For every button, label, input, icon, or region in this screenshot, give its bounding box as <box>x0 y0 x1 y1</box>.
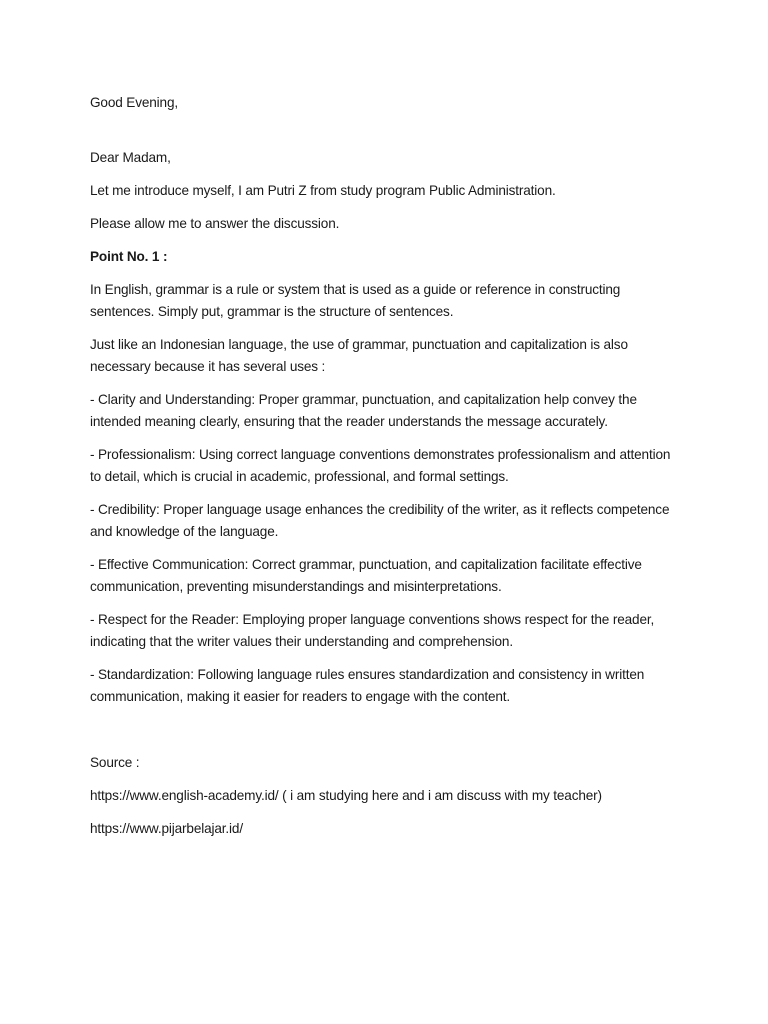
grammar-uses-intro-paragraph: Just like an Indonesian language, the use of grammar, punctuation and capitalization is also necessary because it has several uses : <box>90 337 628 374</box>
point-heading: Point No. 1 : <box>90 249 168 264</box>
source-item-english-academy: https://www.english-academy.id/ ( i am studying here and i am discuss with my teacher) <box>90 788 602 803</box>
source-label: Source : <box>90 755 140 770</box>
grammar-definition-paragraph: In English, grammar is a rule or system that is used as a guide or reference in constructing sentences. Simply put, grammar is the structure of sentences. <box>90 282 621 319</box>
use-item-professionalism: - Professionalism: Using correct language conventions demonstrates professionalism and attention to detail, which is crucial in academic, professional, and formal settings. <box>90 447 671 484</box>
intro-paragraph: Let me introduce myself, I am Putri Z from study program Public Administration. <box>90 183 556 198</box>
letter-body <box>90 92 680 851</box>
use-item-standardization: - Standardization: Following language rules ensures standardization and consistency in written communication, making it easier for readers to engage with the content. <box>90 667 645 704</box>
greeting: Good Evening, <box>90 95 178 110</box>
source-item-pijarbelajar: https://www.pijarbelajar.id/ <box>90 821 243 836</box>
use-item-credibility: - Credibility: Proper language usage enhances the credibility of the writer, as it reflects competence and knowledge of the language. <box>90 502 670 539</box>
use-item-clarity: - Clarity and Understanding: Proper grammar, punctuation, and capitalization help convey the intended meaning clearly, ensuring that the reader understands the message accurately. <box>90 392 637 429</box>
use-item-respect-reader: - Respect for the Reader: Employing proper language conventions shows respect for the reader, indicating that the writer values their understanding and comprehension. <box>90 612 655 649</box>
allow-paragraph: Please allow me to answer the discussion. <box>90 216 340 231</box>
salutation: Dear Madam, <box>90 150 171 165</box>
use-item-effective-communication: - Effective Communication: Correct grammar, punctuation, and capitalization facilitate effective communication, preventing misunderstandings and misinterpretations. <box>90 557 642 594</box>
